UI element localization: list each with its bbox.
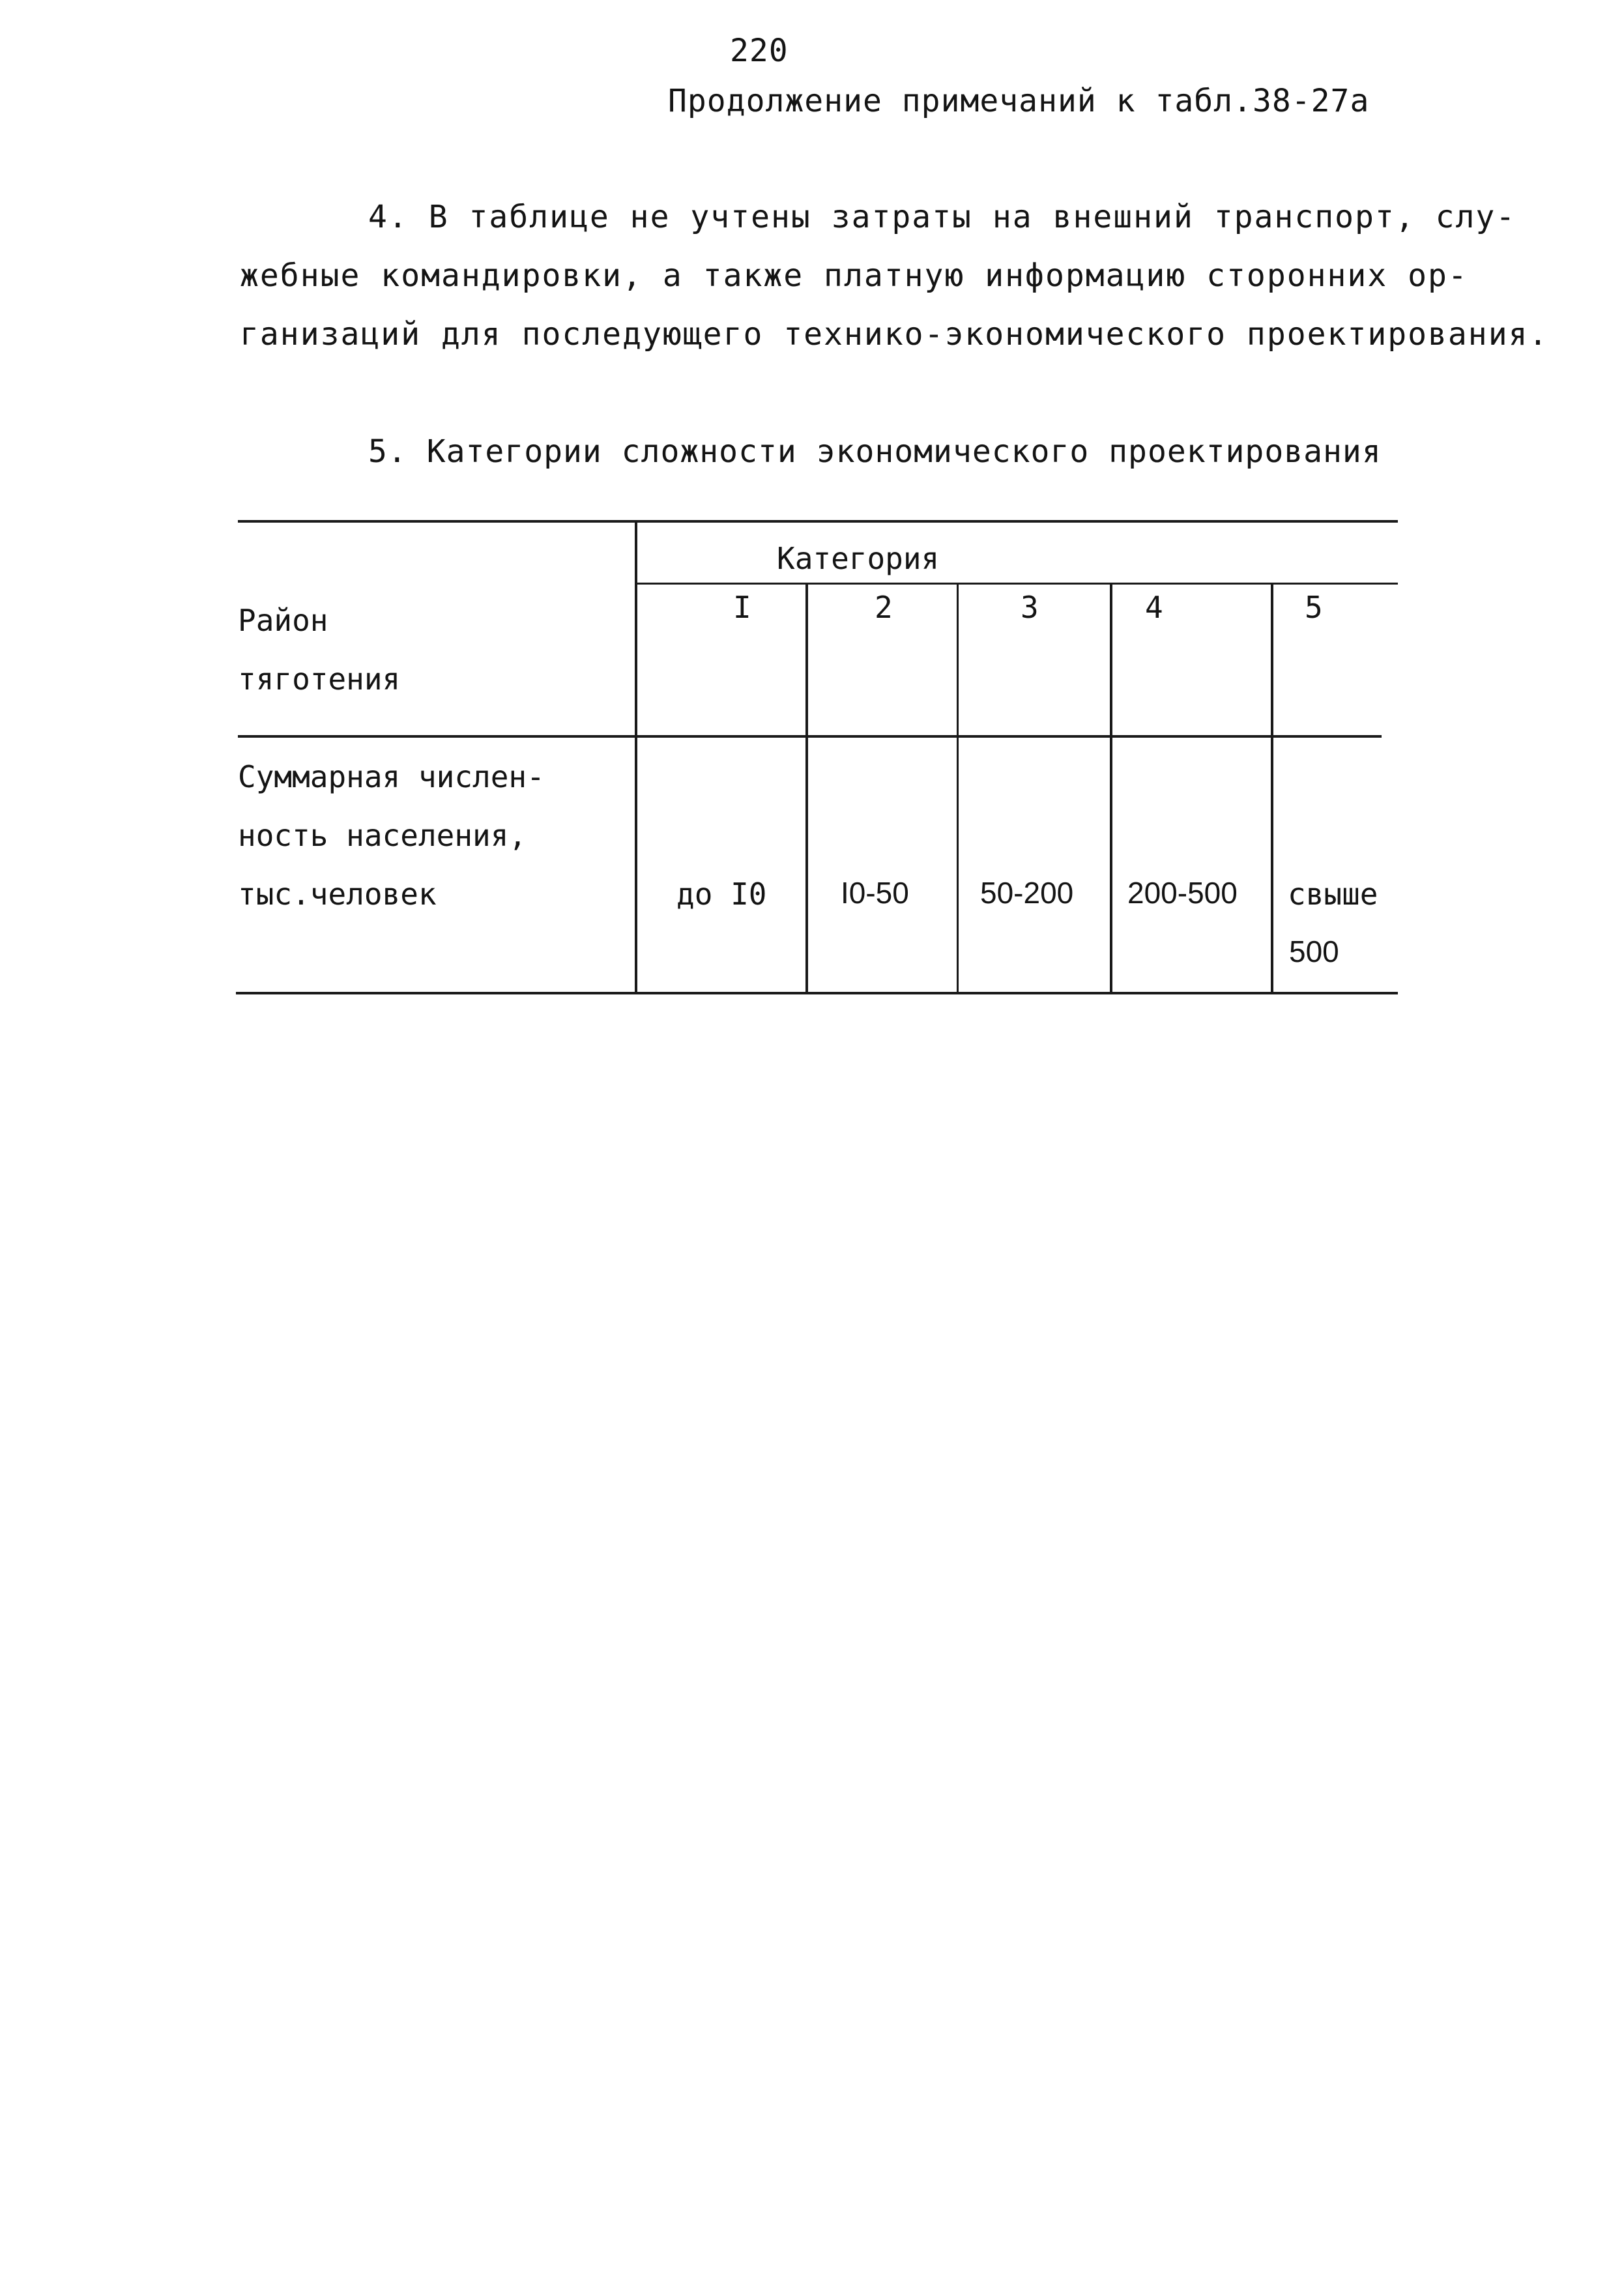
- column-header-3: 3: [1021, 590, 1039, 625]
- column-divider-2: [957, 584, 959, 993]
- continuation-title: Продолжение примечаний к табл.38-27а: [668, 83, 1370, 119]
- table-top-rule: [238, 520, 1398, 523]
- value-category-5-line-1: свыше: [1288, 877, 1378, 912]
- table-caption: 5. Категории сложности экономического проектирования: [368, 433, 1382, 470]
- page-number: 220: [730, 33, 789, 69]
- value-category-2: I0-50: [841, 876, 909, 910]
- value-category-3: 50-200: [980, 876, 1074, 910]
- group-header-category: Категория: [777, 541, 940, 576]
- value-category-4: 200-500: [1127, 876, 1238, 910]
- value-category-1: до I0: [676, 877, 767, 912]
- row-header-line-1: Район: [238, 603, 328, 638]
- column-header-4: 4: [1145, 590, 1163, 625]
- column-header-5: 5: [1305, 590, 1323, 625]
- note-4-line-2: жебные командировки, а также платную информацию сторонних ор-: [240, 257, 1468, 294]
- header-bottom-rule: [238, 735, 1382, 738]
- row-label-line-1: Суммарная числен-: [238, 759, 545, 794]
- row-header-divider: [635, 520, 637, 993]
- row-label-line-2: ность населения,: [238, 818, 527, 853]
- column-header-1: I: [733, 590, 751, 625]
- column-divider-1: [805, 584, 808, 993]
- note-4-line-3: ганизаций для последующего технико-экономического проектирования.: [240, 316, 1549, 353]
- column-divider-4: [1271, 584, 1273, 993]
- value-category-5-line-2: 500: [1289, 935, 1339, 968]
- row-header-line-2: тяготения: [238, 661, 401, 697]
- group-header-rule: [635, 583, 1398, 585]
- column-divider-3: [1110, 584, 1112, 993]
- row-label-line-3: тыс.человек: [238, 877, 437, 912]
- table-bottom-rule: [236, 992, 1398, 994]
- column-header-2: 2: [875, 590, 893, 625]
- note-4-line-1: 4. В таблице не учтены затраты на внешний транспорт, слу-: [368, 199, 1516, 235]
